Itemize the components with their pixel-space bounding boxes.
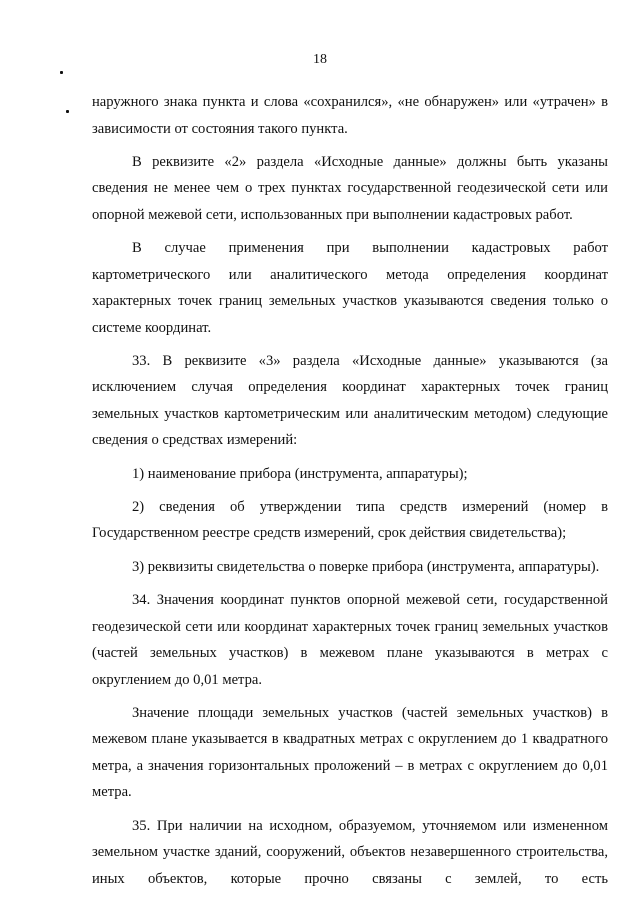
paragraph-item-33: 33. В реквизите «3» раздела «Исходные данные» указываются (за исключением случая определения координат характерных точек границ земельных участков картометрическим или аналитическим методом) следующие сведения о средствах измерений: [92, 352, 608, 449]
list-item-2: 2) сведения об утверждении типа средств измерений (номер в Государственном реестре средств измерений, срок действия свидетельства); [92, 498, 608, 542]
scan-mark [66, 110, 69, 113]
page-number: 18 [313, 52, 327, 67]
scan-mark [60, 71, 63, 74]
paragraph-continuation: наружного знака пункта и слова «сохранился», «не обнаружен» или «утрачен» в зависимости от состояния такого пункта. [92, 94, 608, 137]
paragraph-item-34: 34. Значения координат пунктов опорной межевой сети, государственной геодезической сети или координат характерных точек границ земельных участков (частей земельных участков) в межевом плане указываются в метрах с округлением до 0,01 метра. [92, 592, 608, 688]
paragraph-cartometric-case: В случае применения при выполнении кадастровых работ картометрического или аналитического метода определения координат характерных точек границ земельных участков указываются сведения только о системе координат. [92, 240, 608, 336]
list-item-1: 1) наименование прибора (инструмента, аппаратуры); [132, 465, 468, 482]
paragraph-item-35: 35. При наличии на исходном, образуемом, уточняемом или измененном земельном участке зданий, сооружений, объектов незавершенного строительства, иных объектов, которые прочно связаны с землей, то есть [92, 817, 608, 887]
list-item-3: 3) реквизиты свидетельства о поверке прибора (инструмента, аппаратуры). [132, 558, 600, 575]
document-body [92, 89, 608, 899]
paragraph-area-precision: Значение площади земельных участков (частей земельных участков) в межевом плане указывается в квадратных метрах с округлением до 1 квадратного метра, а значения горизонтальных проложений – в метрах с округлением до 0,01 метра. [92, 704, 608, 801]
paragraph-requisite-2: В реквизите «2» раздела «Исходные данные» должны быть указаны сведения не менее чем о трех пунктах государственной геодезической сети или опорной межевой сети, использованных при выполнении кадастровых работ. [92, 153, 608, 223]
